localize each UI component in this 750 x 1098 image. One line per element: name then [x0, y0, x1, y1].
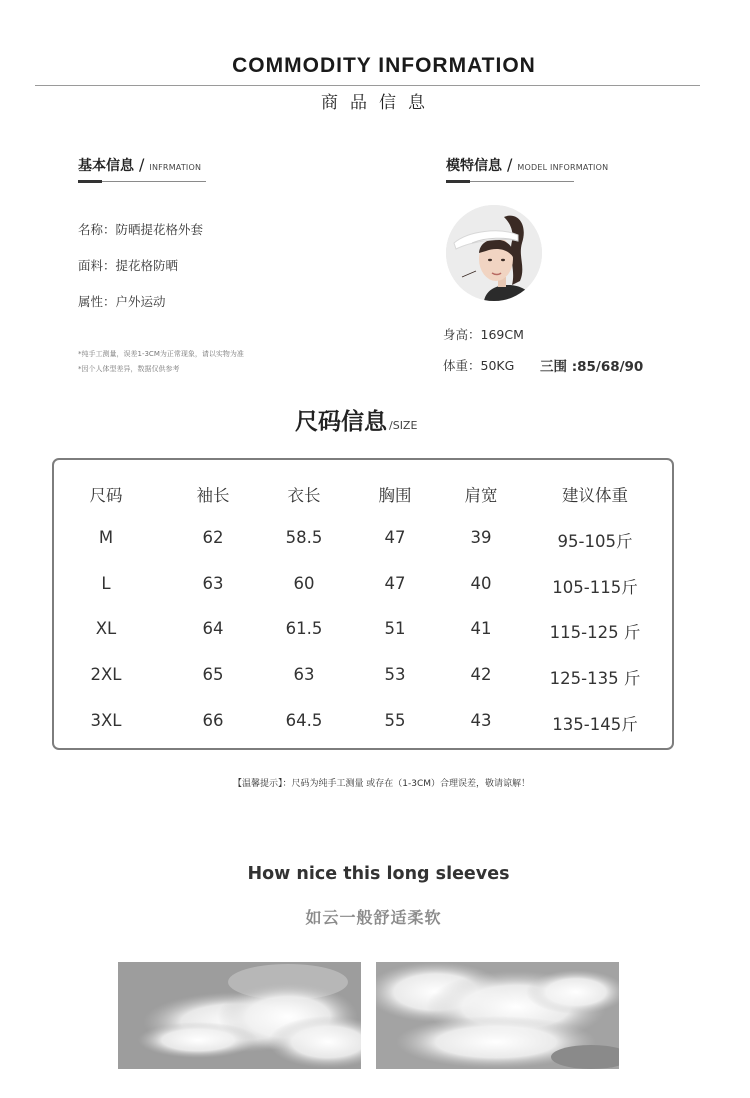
cloud-photo-right [376, 962, 619, 1069]
size-header-weight: 建议体重 [562, 486, 628, 505]
size-cell-length: 60 [293, 574, 315, 593]
size-header-length: 衣长 [287, 486, 321, 505]
size-title-en: /SIZE [389, 419, 418, 432]
model-info-heading-en: MODEL INFORMATION [517, 163, 609, 172]
size-cell-size: L [101, 574, 111, 593]
feature-title-en: How nice this long sleeves [247, 864, 510, 884]
size-cell-length: 63 [293, 665, 315, 684]
size-header-chest: 胸围 [378, 486, 412, 505]
cloud-photo-left [118, 962, 361, 1069]
size-cell-weight: 95-105斤 [557, 532, 633, 551]
model-height: 身高：169CM [443, 327, 524, 342]
size-cell-sleeve: 66 [202, 711, 224, 730]
size-tip: 【温馨提示】：尺码为纯手工测量 或存在（1-3CM）合理误差，敬请谅解！ [232, 779, 531, 789]
size-cell-weight: 135-145斤 [552, 715, 638, 734]
page-title: COMMODITY INFORMATION [232, 54, 536, 77]
model-info-rule-mark [446, 180, 470, 183]
body-note: *因个人体型差异，数据仅供参考 [78, 365, 180, 373]
size-cell-shoulder: 42 [470, 665, 492, 684]
size-cell-chest: 47 [384, 528, 406, 547]
size-cell-length: 64.5 [285, 711, 323, 730]
size-cell-weight: 115-125 斤 [549, 623, 641, 642]
model-measurements [540, 355, 643, 375]
size-cell-sleeve: 64 [202, 619, 224, 638]
model-portrait-icon [446, 205, 542, 301]
measure-note: *纯手工测量，误差1-3CM为正常现象，请以实物为准 [78, 350, 244, 358]
size-cell-size: 2XL [90, 665, 122, 684]
model-info-heading-slash: / [507, 155, 513, 174]
page-subtitle: 商品信息 [321, 93, 437, 113]
header-divider [35, 85, 700, 86]
size-header-size: 尺码 [89, 486, 123, 505]
size-cell-size: 3XL [90, 711, 122, 730]
size-cell-weight: 105-115斤 [552, 578, 638, 597]
model-info-heading-cn: 模特信息 [446, 158, 502, 174]
model-measurements-text: 三围 :85/68/90 [540, 359, 644, 375]
size-cell-chest: 55 [384, 711, 406, 730]
basic-info-heading [78, 155, 201, 175]
size-cell-chest: 47 [384, 574, 406, 593]
info-row-name: 名称：防晒提花格外套 [78, 222, 204, 237]
size-cell-sleeve: 62 [202, 528, 224, 547]
feature-title-cn: 如云一般舒适柔软 [305, 908, 442, 927]
size-cell-sleeve: 63 [202, 574, 224, 593]
basic-info-heading-en: INFRMATION [149, 163, 202, 172]
size-cell-chest: 51 [384, 619, 406, 638]
size-cell-shoulder: 41 [470, 619, 492, 638]
size-header-sleeve: 袖长 [196, 486, 230, 505]
info-row-attribute: 属性：户外运动 [78, 294, 166, 309]
model-weight: 体重：50KG [443, 358, 515, 373]
size-title-cn: 尺码信息 [295, 409, 387, 435]
size-cell-shoulder: 40 [470, 574, 492, 593]
info-row-fabric: 面料：提花格防晒 [78, 258, 179, 273]
basic-info-heading-cn: 基本信息 [78, 158, 134, 174]
size-section-title [295, 403, 417, 436]
basic-info-rule-mark [78, 180, 102, 183]
size-cell-sleeve: 65 [202, 665, 224, 684]
size-cell-weight: 125-135 斤 [549, 669, 641, 688]
size-cell-size: XL [95, 619, 117, 638]
size-header-shoulder: 肩宽 [464, 486, 498, 505]
size-cell-length: 58.5 [285, 528, 323, 547]
size-cell-shoulder: 43 [470, 711, 492, 730]
size-cell-length: 61.5 [285, 619, 323, 638]
size-cell-shoulder: 39 [470, 528, 492, 547]
model-info-heading [446, 155, 608, 175]
size-cell-size: M [98, 528, 114, 547]
size-cell-chest: 53 [384, 665, 406, 684]
basic-info-heading-slash: / [139, 155, 145, 174]
